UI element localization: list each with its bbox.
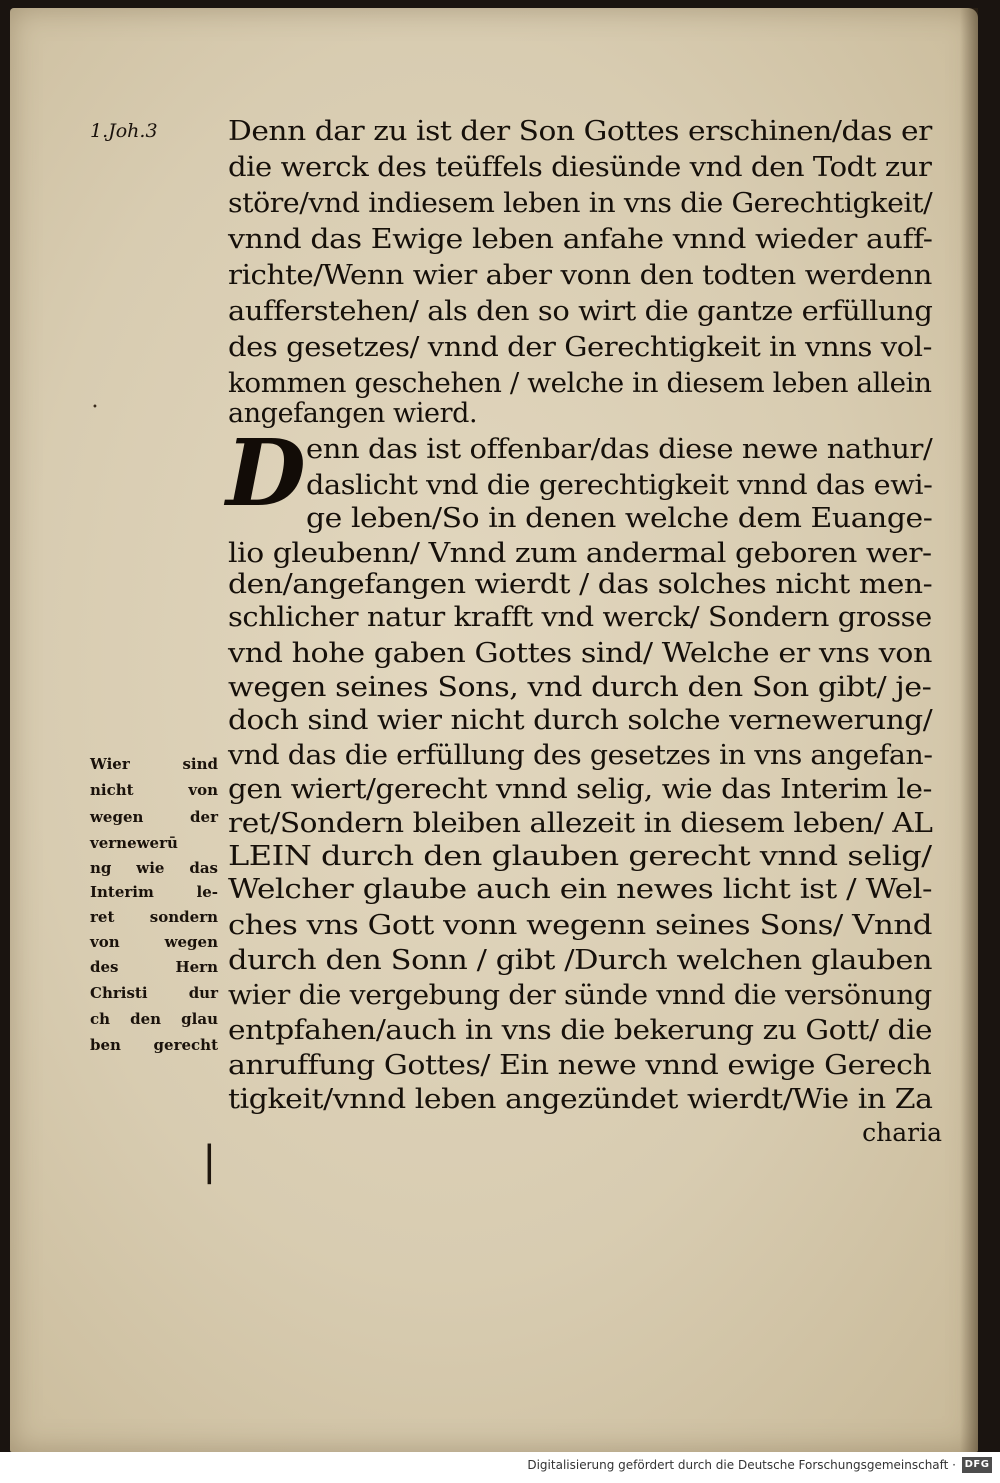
marginal-gloss-line: Wier sind	[90, 755, 218, 773]
marginal-gloss-line: ben gerecht	[90, 1036, 218, 1054]
margin-reference: 1.Joh.3	[90, 120, 158, 142]
body-line: schlicher natur krafft vnd werck/ Sondern grosse	[228, 602, 932, 633]
body-line: entpfahen/auch in vns die bekerung zu Gott/ die	[228, 1015, 933, 1046]
body-line: Denn dar zu ist der Son Gottes erschinen/das er	[228, 116, 932, 147]
body-line: störe/vnd indiesem leben in vns die Gerechtigkeit/	[228, 188, 933, 219]
dfg-logo-icon: DFG	[962, 1457, 992, 1473]
marginal-gloss-line: des Hern	[90, 958, 218, 976]
body-line: angefangen wierd.	[228, 398, 478, 429]
body-line: ret/Sondern bleiben allezeit in diesem leben/ AL	[228, 808, 933, 839]
body-line: vnd das die erfüllung des gesetzes in vns angefan-	[228, 740, 933, 771]
body-line: durch den Sonn / gibt /Durch welchen glauben	[228, 945, 933, 976]
marginal-gloss-line: ch den glau	[90, 1010, 218, 1028]
body-line: LEIN durch den glauben gerecht vnnd selig/	[228, 841, 932, 872]
body-line: wegen seines Sons, vnd durch den Son gibt/ je-	[228, 672, 932, 703]
footer-credit: Digitalisierung gefördert durch die Deutsche Forschungsgemeinschaft ·	[527, 1458, 956, 1472]
catchword: charia	[862, 1118, 942, 1147]
body-line: gen wiert/gerecht vnnd selig, wie das Interim le-	[228, 774, 932, 805]
marginal-gloss-line: wegen der	[90, 808, 218, 826]
marginal-gloss-line: von wegen	[90, 933, 218, 951]
body-line: anruffung Gottes/ Ein newe vnnd ewige Gerech	[228, 1050, 932, 1081]
body-line: ches vns Gott vonn wegenn seines Sons/ Vnnd	[228, 910, 933, 941]
body-line: vnd hohe gaben Gottes sind/ Welche er vns von	[228, 638, 932, 669]
body-line: wier die vergebung der sünde vnnd die versönung	[228, 980, 932, 1011]
marginal-gloss-line: vernewerū	[90, 834, 178, 852]
marginal-gloss-line: ret sondern	[90, 908, 218, 926]
body-line: doch sind wier nicht durch solche vernewerung/	[228, 705, 933, 736]
body-line: ge leben/So in denen welche dem Euange-	[306, 503, 933, 534]
marginal-gloss-line: nicht von	[90, 781, 218, 799]
body-line: enn das ist offenbar/das diese newe nathur/	[306, 434, 933, 465]
footer-bar	[0, 1452, 1000, 1483]
body-line: Welcher glaube auch ein newes licht ist / Wel-	[228, 874, 933, 905]
ink-mark: ∣	[203, 1140, 216, 1191]
body-line: den/angefangen wierdt / das solches nicht men-	[228, 569, 933, 600]
marginal-gloss-line: Interim le-	[90, 883, 218, 901]
page-edge-shadow	[960, 8, 978, 1452]
body-line: lio gleubenn/ Vnnd zum andermal geboren wer-	[228, 538, 932, 569]
margin-mark: •	[92, 402, 98, 413]
body-line: vnnd das Ewige leben anfahe vnnd wieder auff-	[228, 224, 933, 255]
body-line: die werck des teüffels diesünde vnd den Todt zur	[228, 152, 932, 183]
body-line: aufferstehen/ als den so wirt die gantze erfüllung	[228, 296, 933, 327]
marginal-gloss-line: Christi dur	[90, 984, 218, 1002]
body-line: richte/Wenn wier aber vonn den todten werdenn	[228, 260, 933, 291]
body-line: kommen geschehen / welche in diesem leben allein	[228, 368, 932, 399]
marginal-gloss-line: ng wie das	[90, 859, 218, 877]
body-line: tigkeit/vnnd leben angezündet wierdt/Wie in Za	[228, 1084, 933, 1115]
body-line: des gesetzes/ vnnd der Gerechtigkeit in vnns vol-	[228, 332, 933, 363]
body-line: daslicht vnd die gerechtigkeit vnnd das ewi-	[306, 470, 933, 501]
decorated-initial: D	[226, 419, 306, 527]
